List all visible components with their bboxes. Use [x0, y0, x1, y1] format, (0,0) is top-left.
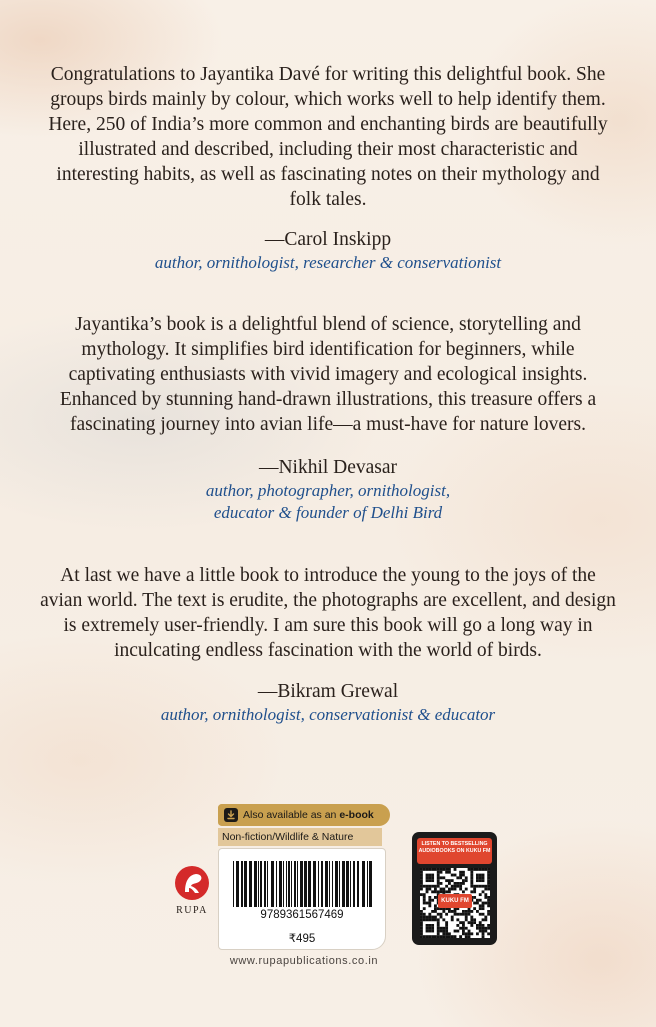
quote-3-attribution — [40, 680, 616, 726]
quote-1-text: Congratulations to Jayantika Davé for writing this delightful book. She groups birds mainly by colour, which works well to help identify them. Here, 250 of India’s more common and enchanting birds are beautifully illustrated and described, including their most characteristic and interesting habits, as well as fascinating notes on their mythology and folk tales. — [48, 64, 608, 210]
ebook-availability-text: Also available as an e-book — [243, 809, 374, 821]
quote-2-text: Jayantika’s book is a delightful blend of science, storytelling and mythology. It simplifies bird identification for beginners, while captivating enthusiasts with vivid imagery and ecological insights. Enhanced by stunning hand-drawn illustrations, this treasure offers a fascinating journey into avian life—a must-have for nature lovers. — [59, 314, 597, 435]
kuku-fm-qr-card — [412, 832, 497, 945]
ebook-availability-pill — [218, 804, 390, 826]
price-sticker — [218, 804, 390, 950]
isbn-barcode — [231, 861, 375, 907]
rupa-logo-text: RUPA — [176, 905, 208, 916]
price-label: ₹495 — [288, 933, 316, 945]
quote-2-name: —Nikhil Devasar — [258, 457, 398, 478]
quote-3-role: author, ornithologist, conservationist & educator — [160, 705, 496, 724]
kuku-fm-banner: LISTEN TO BESTSELLING AUDIOBOOKS ON KUKU FM — [417, 838, 492, 864]
barcode-card — [218, 848, 386, 950]
download-icon — [224, 808, 238, 822]
quote-1-role: author, ornithologist, researcher & conservationist — [154, 253, 502, 272]
quote-2-role-line-1: author, photographer, ornithologist, — [205, 481, 451, 500]
publisher-website: www.rupapublications.co.in — [229, 955, 379, 967]
quote-2-attribution — [40, 456, 616, 524]
rupa-logo — [170, 865, 214, 925]
quote-1-attribution — [40, 228, 616, 274]
rupa-logo-icon — [174, 865, 210, 901]
quote-1-name: —Carol Inskipp — [264, 229, 392, 250]
quote-3-name: —Bikram Grewal — [257, 681, 399, 702]
quote-3-text: At last we have a little book to introduce the young to the joys of the avian world. The text is erudite, the photographs are excellent, and design is extremely user-friendly. I am sure this book will go a long way in inculcating endless fascination with the world of birds. — [40, 565, 616, 661]
kuku-fm-logo: KUKU FM — [438, 894, 472, 908]
quote-2-role-line-2: educator & founder of Delhi Bird — [213, 503, 443, 522]
genre-category: Non-fiction/Wildlife & Nature — [218, 828, 382, 846]
isbn-number: 9789361567469 — [260, 909, 344, 921]
